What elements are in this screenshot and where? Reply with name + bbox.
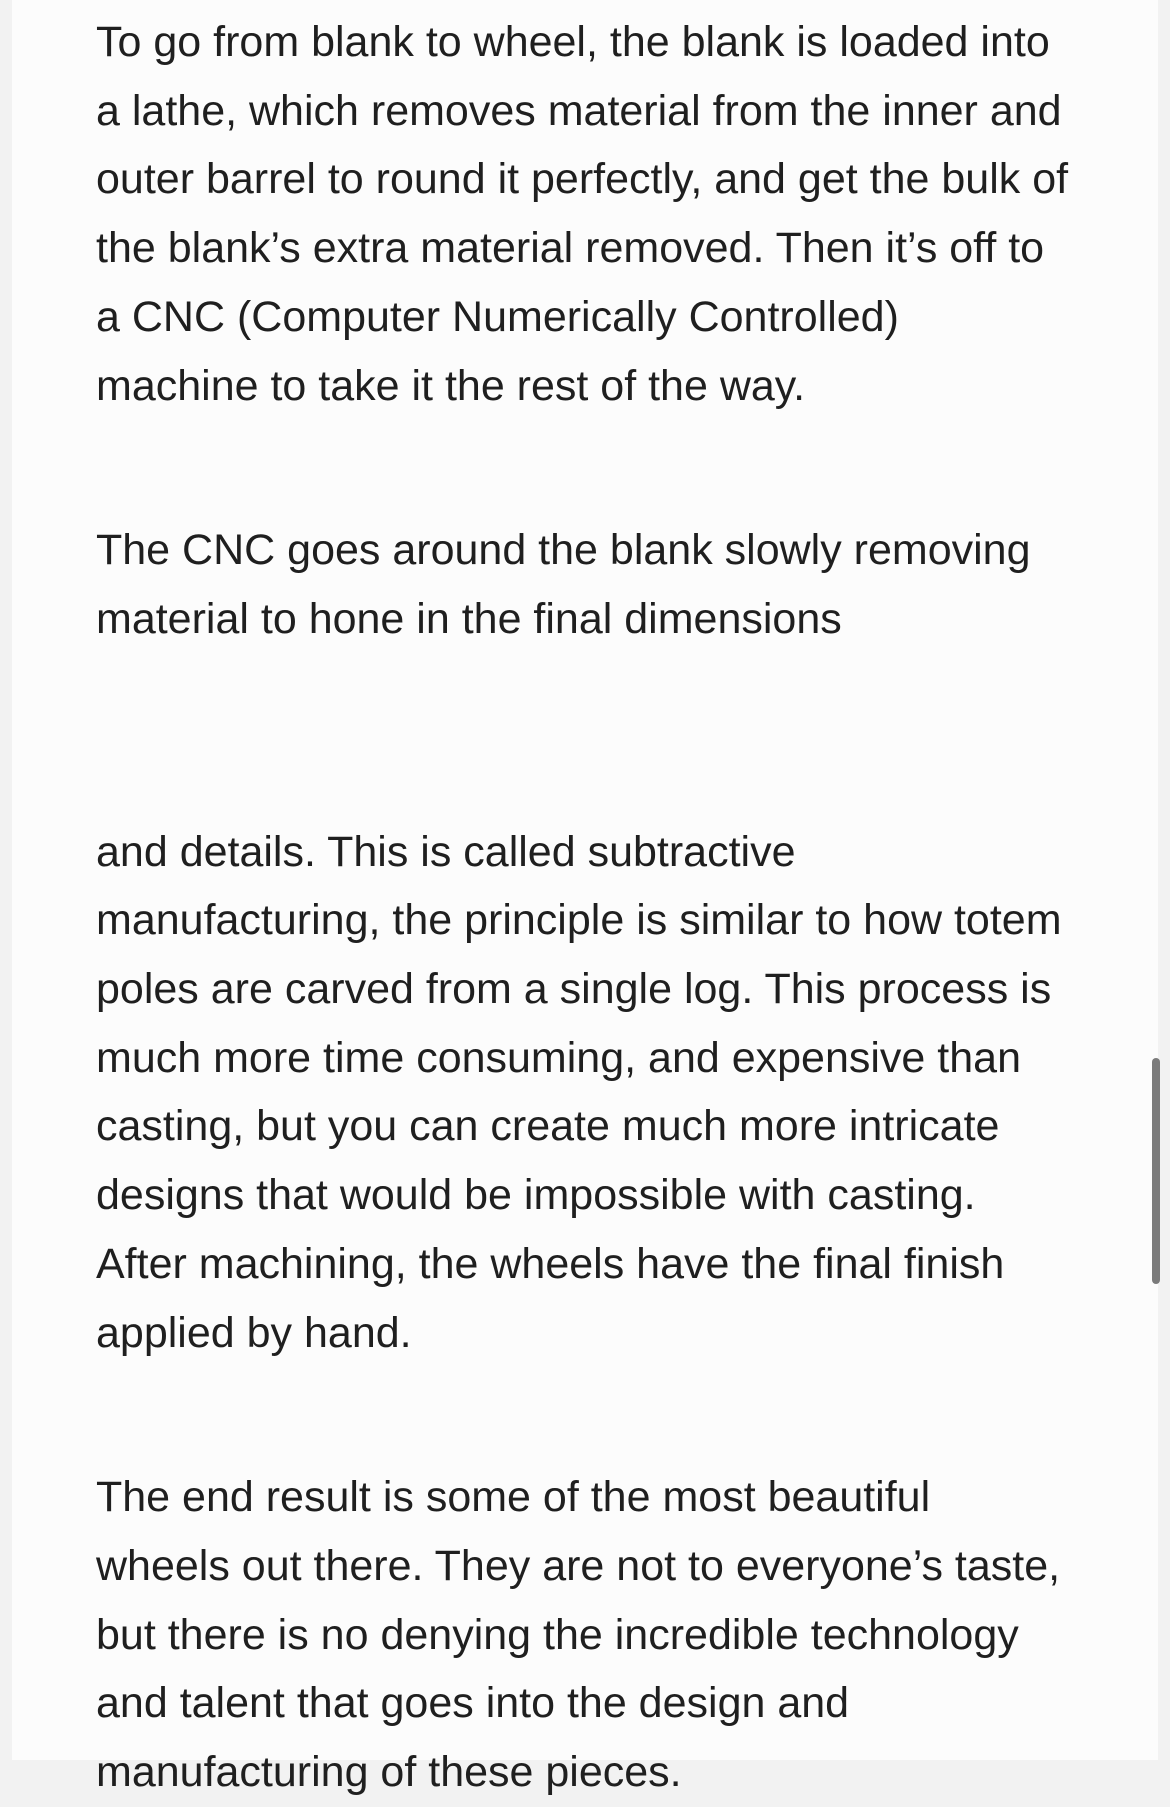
paragraph-subtractive-manufacturing xyxy=(96,818,1086,1368)
paragraph-line: The end result is some of the most beautiful xyxy=(96,1473,931,1522)
vertical-scrollbar[interactable] xyxy=(1152,1058,1160,1284)
paragraph-line: manufacturing, the principle is similar to how totem xyxy=(96,896,1062,945)
paragraph-line: poles are carved from a single log. This process is xyxy=(96,965,1052,1014)
paragraph-end-result xyxy=(96,1463,1086,1807)
paragraph-lathe-process xyxy=(96,8,1086,420)
paragraph-line: casting, but you can create much more intricate xyxy=(96,1102,1000,1151)
paragraph-line: the blank’s extra material removed. Then it’s off to xyxy=(96,224,1045,273)
paragraph-line: but there is no denying the incredible technology xyxy=(96,1610,1019,1659)
paragraph-line: To go from blank to wheel, the blank is loaded into xyxy=(96,18,1050,66)
paragraph-line: much more time consuming, and expensive than xyxy=(96,1033,1021,1082)
paragraph-line: outer barrel to round it perfectly, and get the bulk of xyxy=(96,155,1069,204)
paragraph-line: After machining, the wheels have the final finish xyxy=(96,1239,1005,1288)
paragraph-line: and talent that goes into the design and xyxy=(96,1679,850,1728)
paragraph-spacer xyxy=(96,1367,1086,1463)
paragraph-spacer xyxy=(96,420,1086,516)
article-body xyxy=(96,8,1086,1807)
paragraph-line: The CNC goes around the blank slowly removing xyxy=(96,526,1031,575)
paragraph-cnc-process xyxy=(96,516,1086,653)
paragraph-spacer xyxy=(96,654,1086,818)
paragraph-line: manufacturing of these pieces. xyxy=(96,1748,682,1797)
paragraph-line: material to hone in the final dimensions xyxy=(96,594,842,643)
paragraph-line: a CNC (Computer Numerically Controlled) xyxy=(96,292,899,341)
paragraph-line: and details. This is called subtractive xyxy=(96,827,796,876)
article-page xyxy=(12,0,1158,1797)
paragraph-line: designs that would be impossible with casting. xyxy=(96,1171,976,1220)
paragraph-line: machine to take it the rest of the way. xyxy=(96,361,806,410)
paragraph-line: wheels out there. They are not to everyone’s taste, xyxy=(96,1541,1061,1590)
paragraph-line: applied by hand. xyxy=(96,1308,412,1357)
paragraph-line: a lathe, which removes material from the inner and xyxy=(96,86,1062,135)
